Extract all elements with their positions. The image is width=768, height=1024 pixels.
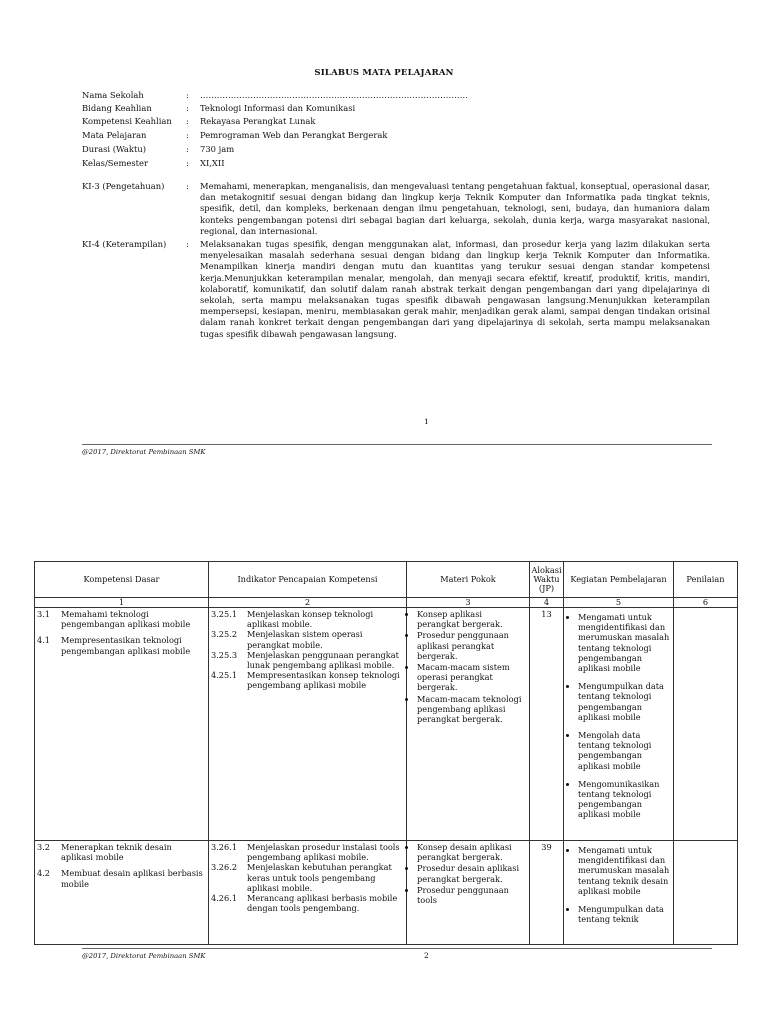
page-number: 1 xyxy=(424,417,429,426)
kegiatan-list xyxy=(566,612,671,820)
ipk-item xyxy=(211,893,404,913)
identity-separator: : xyxy=(186,239,189,249)
identity-label: KI-3 (Pengetahuan) xyxy=(82,181,165,191)
table-row xyxy=(35,608,738,841)
document-title: SILABUS MATA PELAJARAN xyxy=(314,68,454,78)
ipk-number: 4.25.1 xyxy=(211,670,238,681)
ipk-text: Menjelaskan sistem operasi perangkat mobile. xyxy=(247,629,363,650)
materi-cell xyxy=(407,608,530,841)
materi-item: • Prosedur penggunaan tools xyxy=(417,885,527,905)
page-1 xyxy=(0,0,768,468)
identity-separator: : xyxy=(186,181,189,191)
identity-label: Kompetensi Keahlian xyxy=(82,116,172,126)
ipk-item xyxy=(211,609,404,629)
materi-item: • Prosedur penggunaan aplikasi perangkat bergerak. xyxy=(417,630,527,661)
kd-number: 4.2 xyxy=(37,868,51,879)
identity-value: XI,XII xyxy=(200,158,225,168)
kd-number: 3.1 xyxy=(37,609,51,619)
materi-item: • Konsep desain aplikasi perangkat bergerak. xyxy=(417,842,527,862)
ipk-text: Menjelaskan konsep teknologi aplikasi mobile. xyxy=(247,609,374,630)
kd-text: Menerapkan teknik desain aplikasi mobile xyxy=(61,842,172,863)
syllabus-table xyxy=(34,561,738,945)
footer-text: @2017, Direktorat Pembinaan SMK xyxy=(82,952,206,960)
header-penilaian: Penilaian xyxy=(674,562,738,598)
kegiatan-cell xyxy=(564,608,674,841)
ki3-text: Memahami, menerapkan, menganalisis, dan mengevaluasi tentang pengetahuan faktual, konseptual, operasional dasar, dan metakognitif sesuai dengan bidang dan lingkup kerja Teknik Komputer dan Informatika pada tingkat teknis, spesifik, detil, dan kompleks, berkenaan dengan ilmu pengetahuan, teknologi, seni, budaya, dan humaniora dalam konteks pengembangan potensi diri sebagai bagian dari keluarga, sekolah, dunia kerja, warga masyarakat nasional, regional, dan internasional. xyxy=(200,181,710,236)
page-number: 2 xyxy=(424,951,429,960)
ipk-number: 3.26.1 xyxy=(211,842,238,852)
ipk-text: Menjelaskan penggunaan perangkat lunak pengembang aplikasi mobile. xyxy=(247,649,399,671)
kegiatan-item: • Mengamati untuk mengidentifikasi dan merumuskan masalah tentang teknik desain aplikasi mobile xyxy=(578,845,671,896)
kd-number: 4.1 xyxy=(37,635,51,646)
penilaian-cell xyxy=(674,841,738,945)
identity-separator: : xyxy=(186,158,189,168)
identity-label: KI-4 (Keterampilan) xyxy=(82,239,167,249)
header-indikator: Indikator Pencapaian Kompetensi xyxy=(209,562,407,598)
column-number: 5 xyxy=(564,598,674,608)
page-footer xyxy=(82,417,712,465)
table-row xyxy=(35,841,738,945)
materi-item: • Macam-macam teknologi pengembang aplikasi perangkat bergerak. xyxy=(417,694,527,725)
identity-label: Durasi (Waktu) xyxy=(82,144,146,154)
identity-separator: : xyxy=(186,116,189,126)
identity-separator: : xyxy=(186,144,189,154)
ipk-cell xyxy=(209,841,407,945)
ipk-text: Menjelaskan kebutuhan perangkat keras untuk tools pengembang aplikasi mobile. xyxy=(247,862,392,893)
jp-cell: 39 xyxy=(530,841,564,945)
kd-cell xyxy=(35,841,209,945)
ipk-item xyxy=(211,862,404,893)
materi-item: • Macam-macam sistem operasi perangkat bergerak. xyxy=(417,662,527,693)
penilaian-cell xyxy=(674,608,738,841)
header-kompetensi-dasar: Kompetensi Dasar xyxy=(35,562,209,598)
table-header-row xyxy=(35,562,738,598)
ipk-number: 4.26.1 xyxy=(211,893,238,904)
kegiatan-item: • Mengumpulkan data tentang teknik xyxy=(578,904,671,924)
ipk-item xyxy=(211,650,404,670)
column-number: 3 xyxy=(407,598,530,608)
kd-text: Membuat desain aplikasi berbasis mobile xyxy=(61,868,203,889)
kegiatan-item: • Mengomunikasikan tentang teknologi pengembangan aplikasi mobile xyxy=(578,779,671,820)
identity-value: 730 jam xyxy=(200,144,235,154)
column-number: 6 xyxy=(674,598,738,608)
header-alokasi-waktu: Alokasi Waktu (JP) xyxy=(530,562,564,598)
ipk-number: 3.25.3 xyxy=(211,649,238,660)
column-number: 2 xyxy=(209,598,407,608)
identity-label: Mata Pelajaran xyxy=(82,130,147,140)
identity-separator: : xyxy=(186,130,189,140)
identity-separator: : xyxy=(186,90,189,100)
kd-cell xyxy=(35,608,209,841)
ipk-number: 3.25.1 xyxy=(211,609,238,619)
identity-value: Teknologi Informasi dan Komunikasi xyxy=(200,103,356,113)
kegiatan-item: • Mengumpulkan data tentang teknologi pengembangan aplikasi mobile xyxy=(578,681,671,722)
ki4-text: Melaksanakan tugas spesifik, dengan menggunakan alat, informasi, dan prosedur kerja yang lazim dilakukan serta menyelesaikan masalah sederhana sesuai dengan bidang dan lingkup kerja Teknik Komputer dan Informatika. Menampilkan kinerja mandiri dengan mutu dan kuantitas yang terukur sesuai dengan standar kompetensi kerja.Menunjukkan keterampilan menalar, mengolah, dan menyaji secara efektif, kreatif, produktif, kritis, mandiri, kolaboratif, komunikatif, dan solutif dalam ranah abstrak terkait dengan pengembangan dari yang dipelajarinya di sekolah, serta mampu melaksanakan tugas spesifik dibawah pengawasan langsung.Menunjukkan keterampilan mempersepsi, kesiapan, meniru, membiasakan gerak mahir, menjadikan gerak alami, sampai dengan tindakan orisinal dalam ranah konkret terkait dengan pengembangan dari yang dipelajarinya di sekolah, serta mampu melaksanakan tugas spesifik dibawah pengawasan langsung. xyxy=(200,239,710,339)
ipk-text: Mempresentasikan konsep teknologi pengembang aplikasi mobile xyxy=(247,670,400,691)
kd-item xyxy=(37,842,206,862)
materi-item: • Konsep aplikasi perangkat bergerak. xyxy=(417,609,527,629)
kegiatan-item: • Mengamati untuk mengidentifikasi dan merumuskan masalah tentang teknologi pengembangan aplikasi mobile xyxy=(578,612,671,673)
ipk-item xyxy=(211,670,404,690)
identity-label: Bidang Keahlian xyxy=(82,103,152,113)
kegiatan-list xyxy=(566,845,671,924)
footer-text: @2017, Direktorat Pembinaan SMK xyxy=(82,448,206,456)
page-footer xyxy=(82,948,712,969)
ipk-cell xyxy=(209,608,407,841)
materi-list xyxy=(409,842,527,905)
kd-number: 3.2 xyxy=(37,842,51,852)
jp-cell: 13 xyxy=(530,608,564,841)
column-number: 1 xyxy=(35,598,209,608)
identity-value: Pemrograman Web dan Perangkat Bergerak xyxy=(200,130,388,140)
identity-value: …………………………………………………………………………………… xyxy=(200,90,468,100)
ipk-text: Menjelaskan prosedur instalasi tools pengembang aplikasi mobile. xyxy=(247,842,400,863)
ipk-item xyxy=(211,842,404,862)
identity-label: Kelas/Semester xyxy=(82,158,148,168)
kegiatan-item: • Mengolah data tentang teknologi pengembangan aplikasi mobile xyxy=(578,730,671,771)
header-kegiatan: Kegiatan Pembelajaran xyxy=(564,562,674,598)
page-gap xyxy=(0,468,768,552)
identity-label: Nama Sekolah xyxy=(82,90,144,100)
kegiatan-cell xyxy=(564,841,674,945)
materi-list xyxy=(409,609,527,724)
kd-text: Mempresentasikan teknologi pengembangan aplikasi mobile xyxy=(61,635,191,656)
ipk-text: Merancang aplikasi berbasis mobile dengan tools pengembang. xyxy=(247,893,398,914)
materi-cell xyxy=(407,841,530,945)
ipk-number: 3.26.2 xyxy=(211,862,238,873)
ipk-item xyxy=(211,629,404,649)
kd-item xyxy=(37,609,206,629)
kd-item xyxy=(37,868,206,888)
ipk-number: 3.25.2 xyxy=(211,629,238,640)
kd-item xyxy=(37,635,206,655)
column-number: 4 xyxy=(530,598,564,608)
header-materi-pokok: Materi Pokok xyxy=(407,562,530,598)
column-number-row xyxy=(35,598,738,608)
materi-item: • Prosedur desain aplikasi perangkat bergerak. xyxy=(417,863,527,883)
identity-separator: : xyxy=(186,103,189,113)
page-2 xyxy=(0,552,768,1024)
identity-value: Rekayasa Perangkat Lunak xyxy=(200,116,316,126)
kd-text: Memahami teknologi pengembangan aplikasi mobile xyxy=(61,609,191,630)
